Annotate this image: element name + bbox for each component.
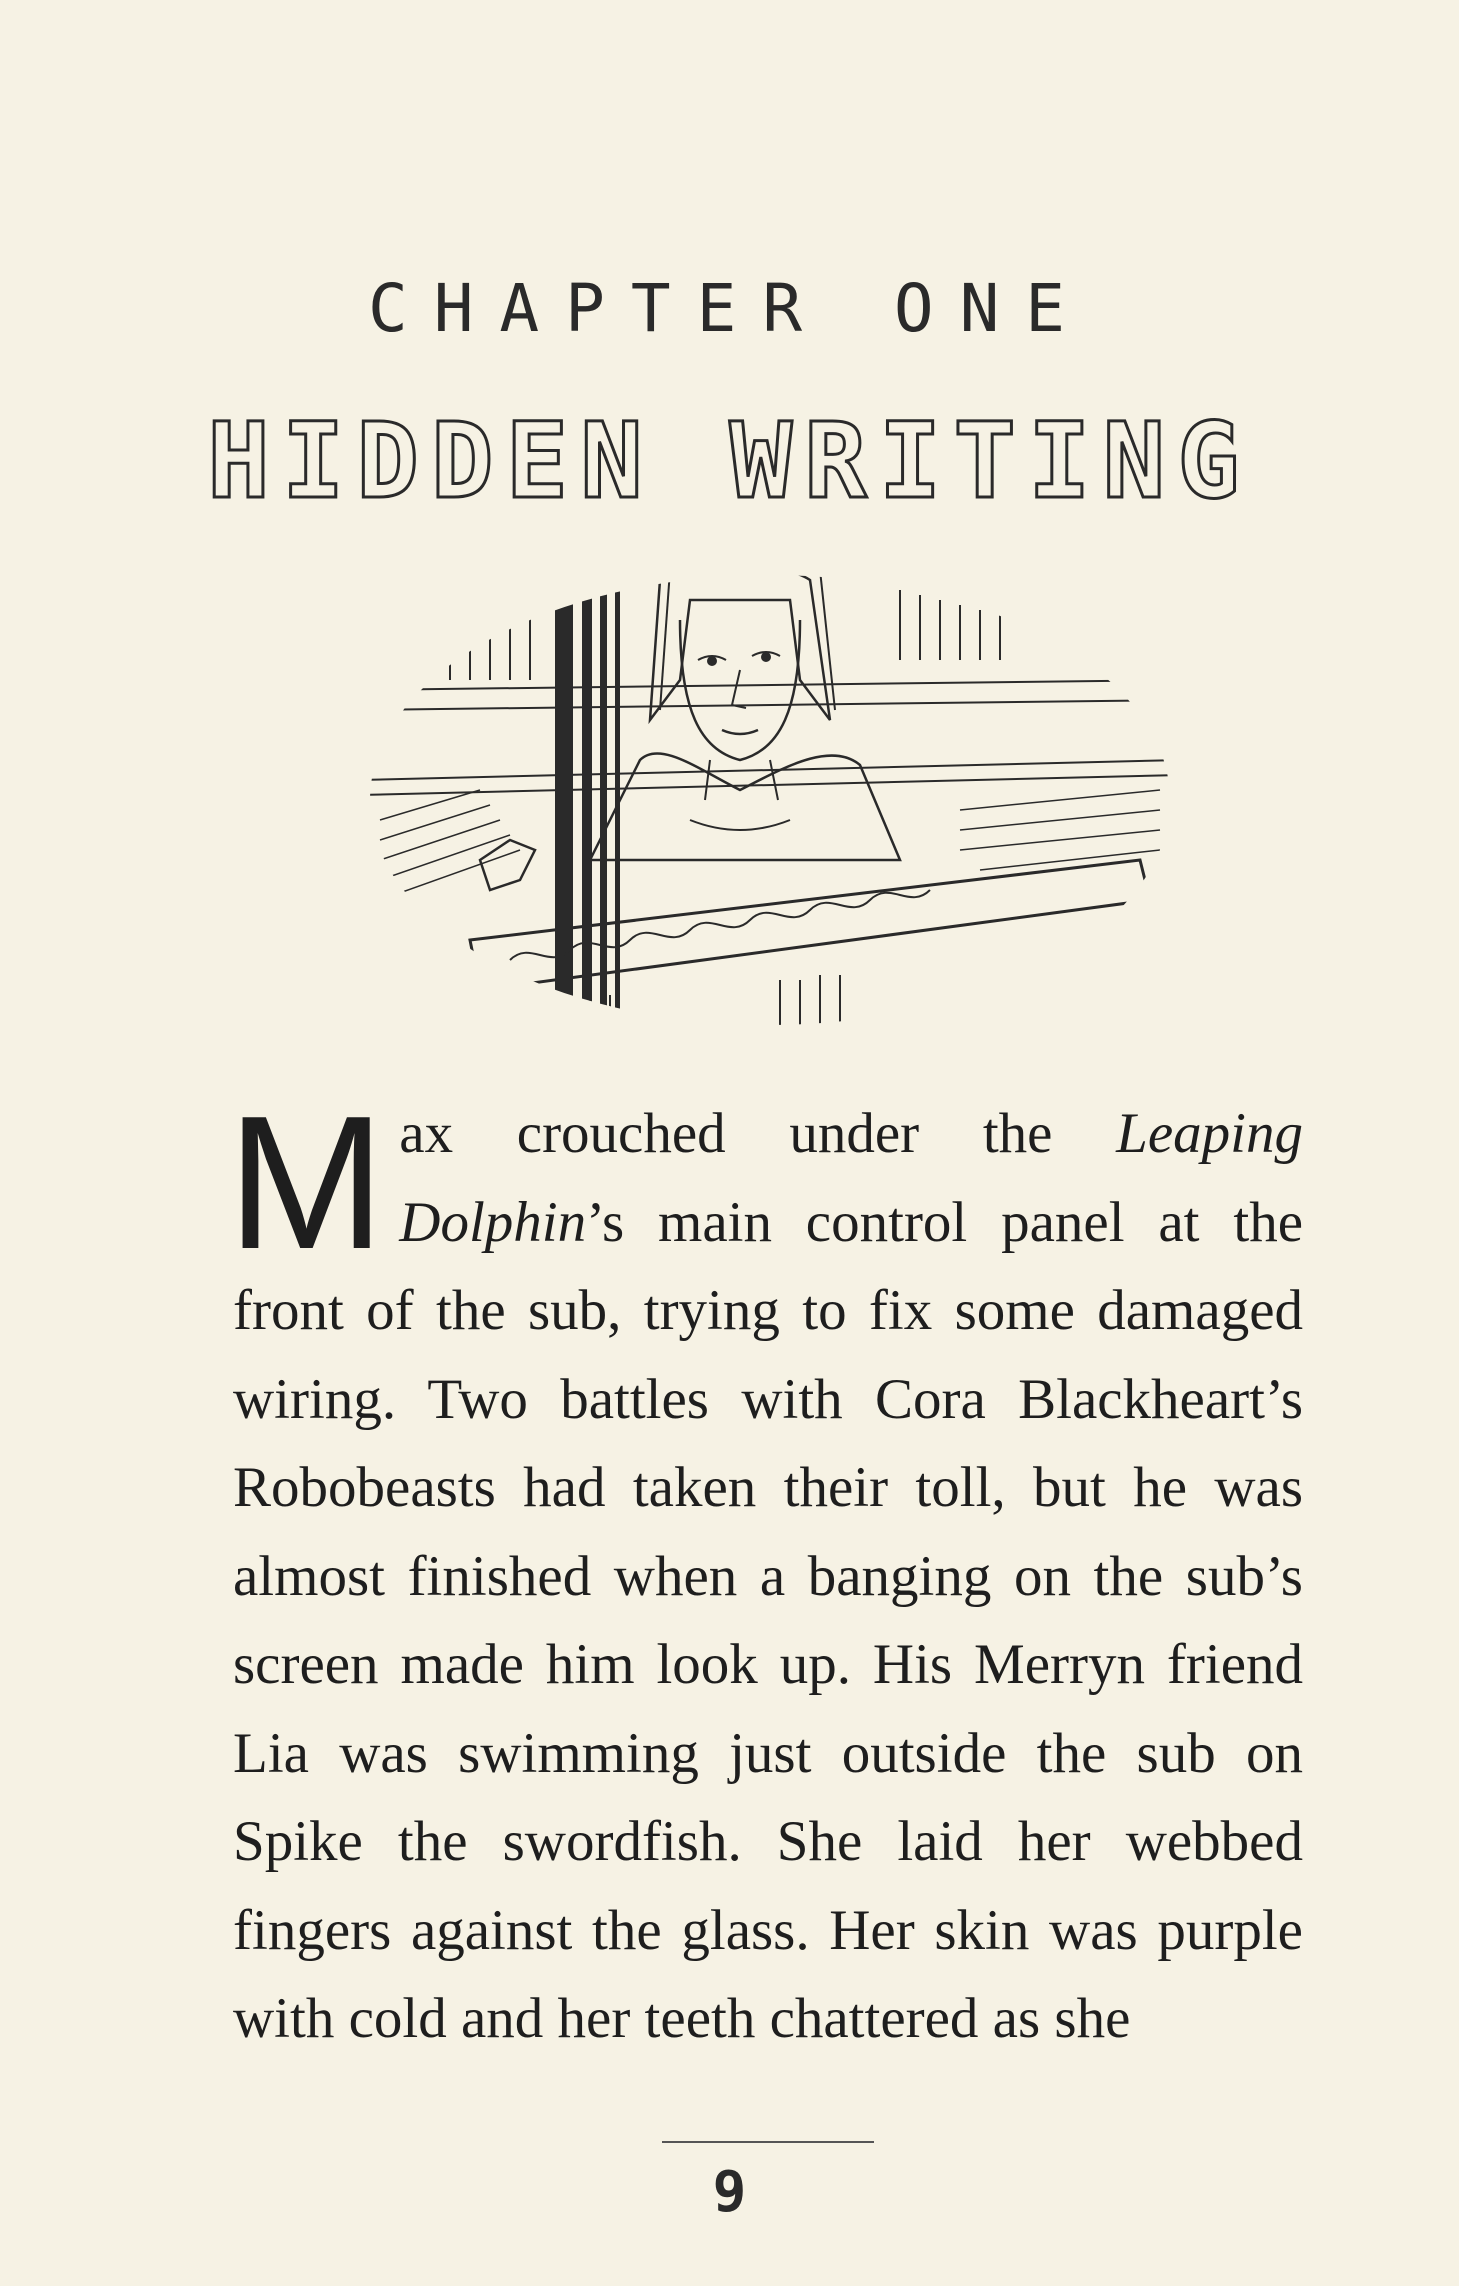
body-text-intro: ax crouched under the (399, 1102, 1117, 1165)
ship-name: Leaping Dolphin (399, 1102, 1303, 1254)
page-number: 9 (712, 2160, 747, 2225)
drop-cap: M (227, 1077, 386, 1289)
chapter-body-text (227, 1077, 1303, 2064)
footer-rule (662, 2141, 874, 2143)
girl-behind-sub-screen-illustration (360, 560, 1180, 1030)
chapter-label: CHAPTER ONE (367, 270, 1092, 347)
body-text-rest: ’s main control panel at the front of the sub, trying to fix some damaged wiring. Two battles with Cora Blackheart’s Robobeasts had taken their toll, but he was almost finished when a banging on the sub’s screen made him look up. His Merryn friend Lia was swimming just outside the sub on Spike the swordfish. She laid her webbed fingers against the glass. Her skin was purple with cold and her teeth chattered as she (233, 1190, 1303, 2050)
chapter-title: HIDDEN WRITING (207, 400, 1252, 522)
